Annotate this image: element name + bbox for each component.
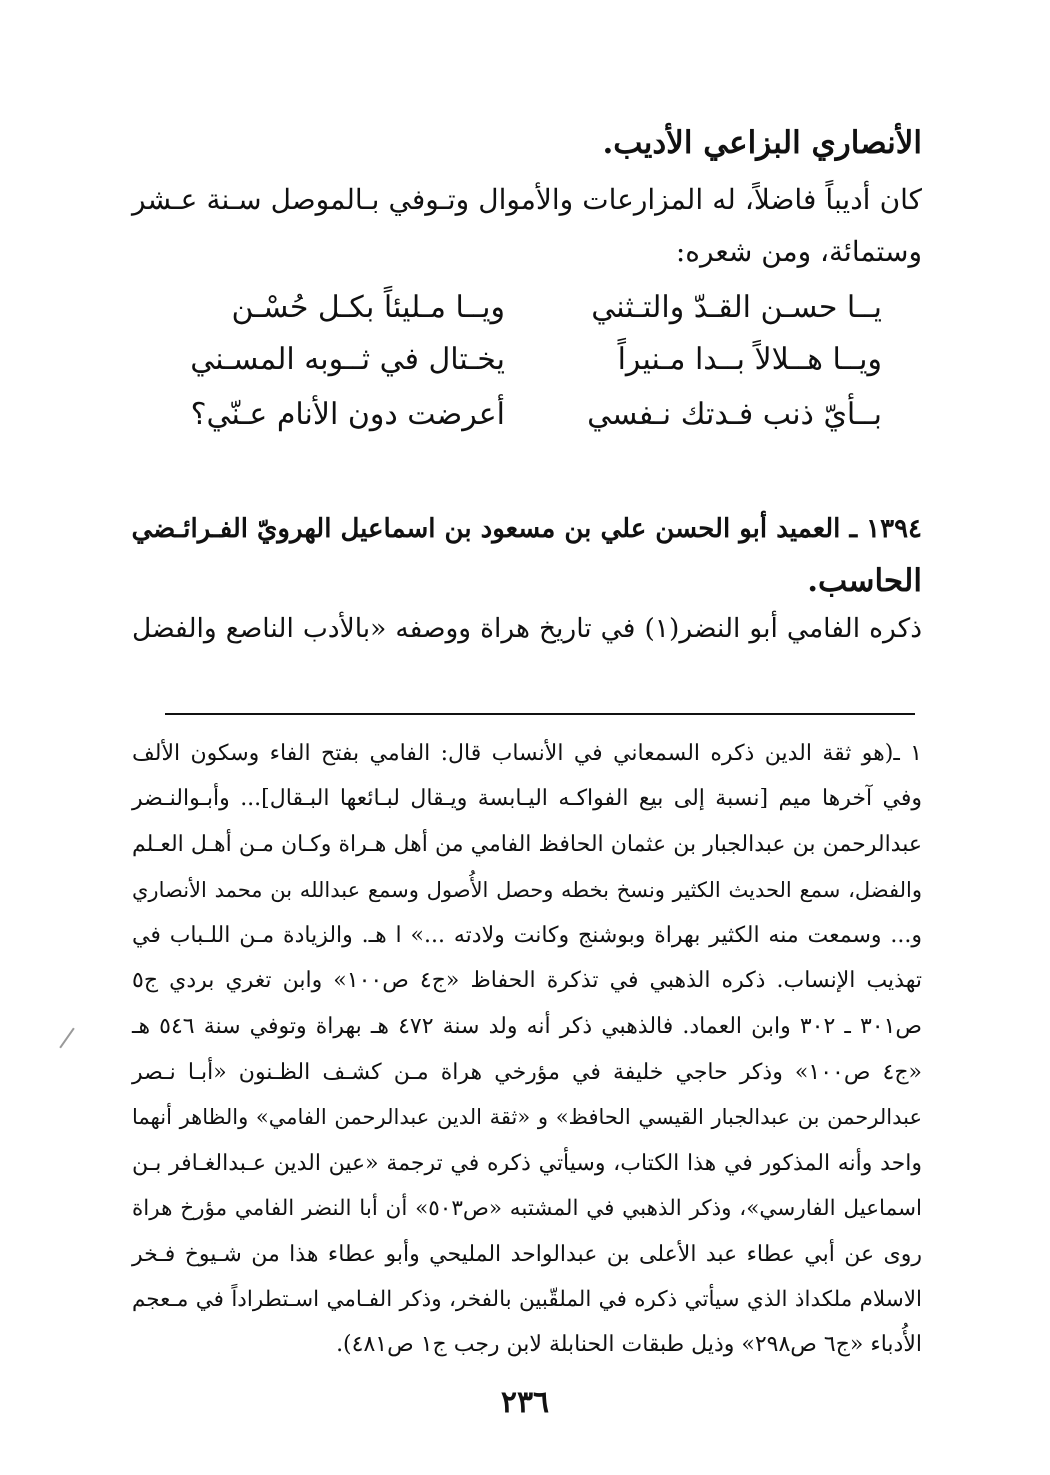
footnote-line-11: اسماعيل الفارسي»، وذكر الذهبي في المشتبه «ص٥٠٣» أن أبا النضر الفامي مؤرخ هراة: [132, 1196, 922, 1221]
footnote-line-12: روى عن أبي عطاء عبد الأعلى بن عبدالواحد المليحي وأبو عطاء هذا من شـيوخ فـخر: [132, 1242, 922, 1267]
previous-entry-bio-line-1: كان أديباً فاضلاً، له المزارعات والأموال وتـوفي بـالموصل سـنة عـشر: [132, 183, 922, 216]
page-number: ٢٣٦: [500, 1385, 550, 1420]
verse-1-first-hemistich: يــا حسـن القـدّ والتـثني: [591, 290, 882, 325]
footnote-line-7: ص٣٠١ ـ ٣٠٢ وابن العماد. فالذهبي ذكر أنه ولد سنة ٤٧٢ هـ بهراة وتوفي سنة ٥٤٦ هـ: [132, 1014, 922, 1039]
verse-1-second-hemistich: ويــا مـليئاً بكـل حُسْـن: [231, 290, 505, 325]
footnote-line-6: تهذيب الإنساب. ذكره الذهبي في تذكرة الحفاظ «ج٤ ص١٠٠» وابن تغري بردي ج٥: [132, 968, 922, 993]
verse-3-first-hemistich: بــأيّ ذنب فـدتك نـفسي: [587, 397, 882, 432]
verse-3-second-hemistich: أعرضت دون الأنام عـنّي؟: [190, 397, 505, 432]
entry-1394-heading-line-1: ١٣٩٤ ـ العميد أبو الحسن علي بن مسعود بن اسماعيل الهرويّ الفـرائـضي: [131, 514, 922, 544]
entry-1394-text-line-1: ذكره الفامي أبو النضر(١) في تاريخ هراة ووصفه «بالأدب الناصع والفضل: [132, 613, 922, 644]
footnote-line-13: الاسلام ملكداذ الذي سيأتي ذكره في الملقّبين بالفخر، وذكر الفـامي اسـتطراداً في مـعجم: [132, 1287, 922, 1312]
footnote-line-10: واحد وأنه المذكور في هذا الكتاب، وسيأتي ذكره في ترجمة «عين الدين عـبدالغـافر بـن: [132, 1151, 922, 1176]
previous-entry-bio-line-2: وستمائة، ومن شعره:: [675, 235, 922, 268]
footnote-separator: [165, 713, 915, 715]
footnote-line-5: و... وسمعت منه الكثير بهراة وبوشنج وكانت ولادته ...» ا هـ. والزيادة مـن اللـباب في: [132, 923, 922, 948]
footnote-line-1: ١ ـ(هو ثقة الدين ذكره السمعاني في الأنساب قال: الفامي بفتح الفاء وسكون الألف: [132, 741, 922, 766]
footnote-line-4: والفضل، سمع الحديث الكثير ونسخ بخطه وحصل الأُصول وسمع عبدالله بن محمد الأنصاري: [132, 878, 922, 902]
previous-entry-name: الأنصاري البزاعي الأديب.: [602, 125, 922, 161]
footnote-line-14: الأُدباء «ج٦ ص٢٩٨» وذيل طبقات الحنابلة لابن رجب ج١ ص٤٨١).: [336, 1332, 922, 1357]
verse-2-first-hemistich: ويــا هــلالاً بــدا مـنيراً: [617, 342, 882, 377]
verse-2-second-hemistich: يخـتال في ثــوبه المسـني: [190, 342, 505, 377]
footnote-line-3: عبدالرحمن بن عبدالجبار بن عثمان الحافظ الفامي من أهل هـراة وكـان مـن أهـل العـلم: [132, 832, 922, 857]
footnote-line-9: عبدالرحمن بن عبدالجبار القيسي الحافظ» و «ثقة الدين عبدالرحمن الفامي» والظاهر أنهما: [132, 1105, 922, 1129]
margin-pencil-mark: [59, 1028, 74, 1049]
entry-1394-heading-line-2: الحاسب.: [807, 563, 922, 599]
footnote-line-2: وفي آخرها ميم [نسبة إلى بيع الفواكـه اليـابسة ويـقال لبـائعها البـقال]... وأبـوالنـضر: [132, 786, 922, 811]
footnote-line-8: «ج٤ ص١٠٠» وذكر حاجي خليفة في مؤرخي هراة مـن كشـف الظـنون «أبـا نـصر: [132, 1060, 923, 1085]
